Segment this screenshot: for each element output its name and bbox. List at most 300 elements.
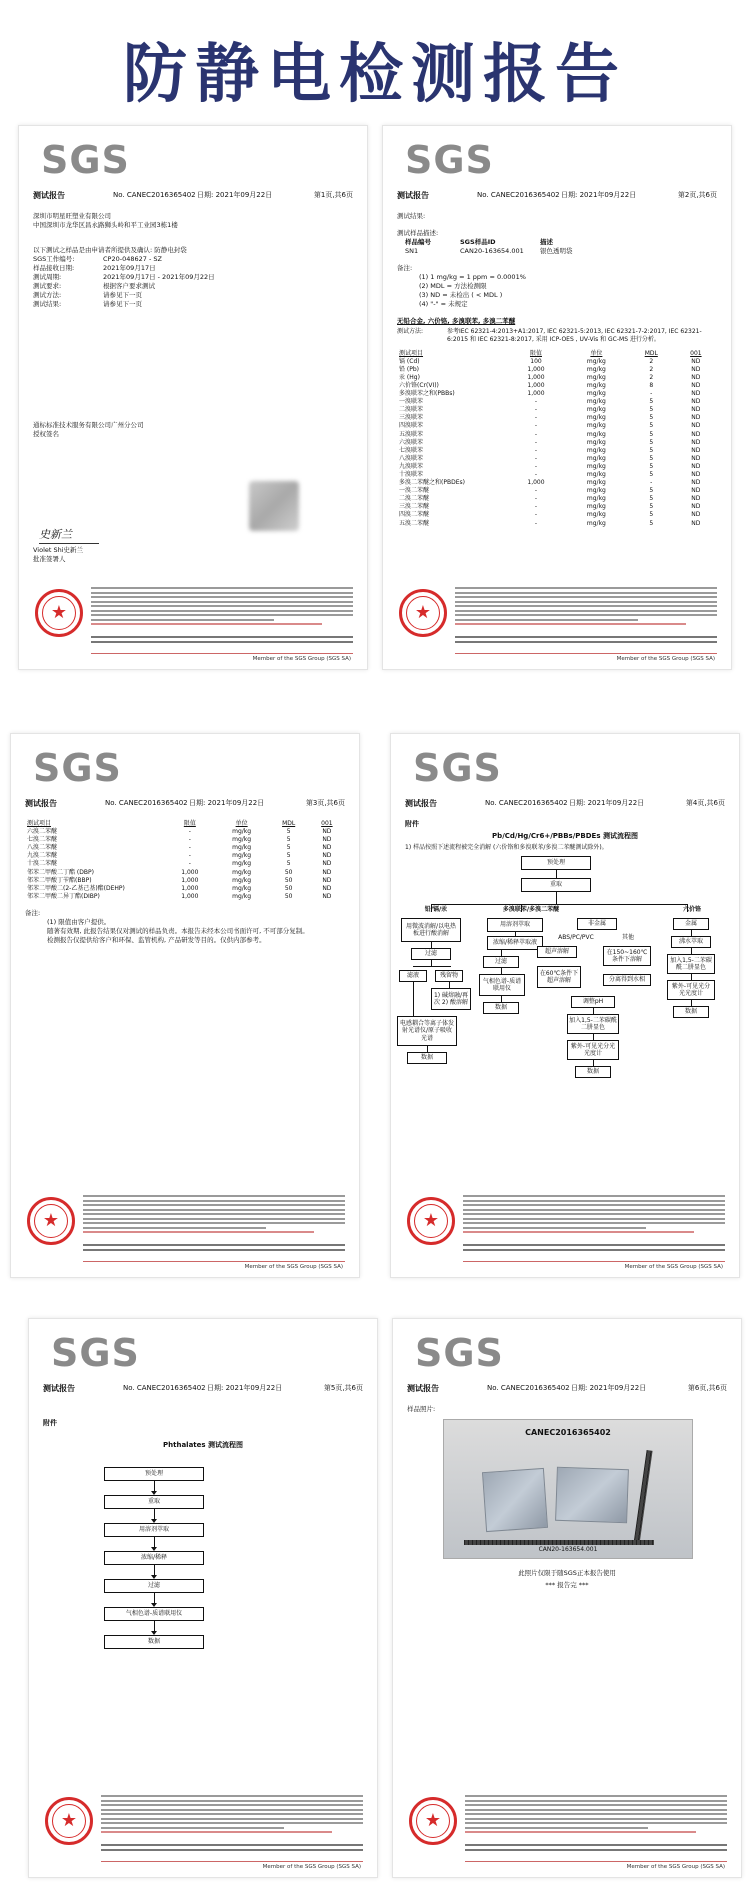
table-cell: 5 [649, 519, 654, 527]
fc-uv: 紫外-可见光分光光度计 [567, 1040, 619, 1060]
table-row [397, 358, 717, 366]
seal-stamp [399, 589, 447, 637]
issuer-block [33, 421, 144, 439]
table-cell: 六溴二苯醚 [27, 828, 58, 836]
report-footer [393, 583, 721, 663]
col-item: 测试项目 [399, 349, 424, 357]
member-text: Member of the SGS Group (SGS SA) [616, 655, 715, 662]
note-2: (2) MDL = 方法检测限 [419, 282, 487, 291]
sample-head-id: SGS样品ID [460, 238, 496, 247]
table-cell: mg/kg [586, 365, 606, 373]
table-cell: ND [691, 495, 701, 503]
table-cell: ND [691, 462, 701, 470]
table-cell: - [534, 471, 538, 478]
fc-filtrate: 滤液 [399, 970, 427, 982]
table-row [397, 398, 717, 406]
table-cell: ND [322, 844, 332, 852]
note-4: (4) "-" = 未规定 [419, 300, 468, 309]
table-cell: 5 [286, 860, 291, 868]
fc-pretreat: 预处理 [521, 856, 591, 870]
note-3: (3) ND = 未检出 ( < MDL ) [419, 291, 503, 300]
fc-data-left: 数据 [407, 1052, 447, 1064]
table-cell: 二溴二苯醚 [399, 495, 430, 503]
table-cell: - [534, 511, 538, 519]
results-table-cont [25, 820, 345, 901]
table-cell: 50 [284, 876, 293, 884]
table-cell: ND [691, 430, 701, 438]
table-cell: 5 [649, 471, 654, 478]
table-cell: ND [691, 503, 701, 511]
table-cell: mg/kg [586, 462, 606, 470]
test-result-value: 请参见下一页 [103, 300, 142, 309]
table-row [397, 471, 717, 479]
report-date: 日期: 2021年09月22日 [561, 191, 637, 200]
fc-data-mid: 数据 [483, 1002, 519, 1014]
seal-stamp [45, 1797, 93, 1845]
page-number: 第3页,共6页 [305, 799, 345, 808]
fc-boil: 沸水萃取 [671, 936, 711, 948]
table-cell: ND [691, 511, 701, 519]
flow-step: 浓缩/稀释 [104, 1551, 204, 1565]
table-row [397, 511, 717, 519]
receive-date-label: 样品接收日期: [33, 264, 75, 273]
table-cell: 2 [649, 357, 654, 365]
table-cell: mg/kg [232, 836, 252, 844]
blurred-stamp [249, 481, 299, 531]
fc-residue: 残留物 [435, 970, 463, 982]
method-label: 测试方法: [397, 328, 424, 335]
table-cell: ND [322, 836, 332, 844]
table-cell: mg/kg [232, 860, 252, 868]
table-row [397, 455, 717, 463]
fc-filter: 过滤 [411, 948, 451, 960]
report-number: No. CANEC2016365402 [123, 1384, 206, 1393]
table-cell: 镉 (Cd) [399, 357, 420, 365]
attach-label: 附件 [43, 1419, 57, 1427]
table-cell: - [534, 462, 538, 470]
fc-concentrate: 浓缩/稀释萃取液 [487, 936, 543, 950]
signer-role: 批准签署人 [33, 555, 66, 564]
note-2: 随著有效期, 此报告结果仅对测试的样品负责。本报告未经本公司书面许可, 不可部分复制。 [47, 927, 309, 936]
page-number: 第6页,共6页 [687, 1384, 727, 1393]
table-cell: - [650, 390, 653, 398]
table-cell: - [534, 519, 538, 527]
table-cell: mg/kg [232, 876, 252, 884]
seal-stamp [409, 1797, 457, 1845]
table-cell: ND [691, 381, 701, 389]
table-cell: mg/kg [586, 503, 606, 511]
test-req-label: 测试要求: [33, 282, 62, 291]
table-cell: mg/kg [586, 479, 606, 487]
issuer-name: 通标标准技术服务有限公司广州分公司 [33, 421, 144, 430]
table-cell: 1,000 [527, 390, 545, 398]
fine-print [455, 587, 717, 633]
sample-id: CAN20-163654.001 [460, 247, 524, 256]
table-cell: - [534, 406, 538, 414]
test-req-value: 根据客户要求测试 [103, 282, 155, 291]
fc-dpc: 加入1,5-二苯碳酰二肼显色 [567, 1014, 619, 1034]
star-icon: ★ [414, 1204, 448, 1238]
table-cell: 5 [649, 430, 654, 438]
table-cell: mg/kg [232, 844, 252, 852]
table-cell: 1,000 [181, 892, 199, 900]
job-no-value: CP20-048627 - SZ [103, 255, 162, 264]
table-cell: ND [691, 487, 701, 495]
fine-print [465, 1795, 727, 1841]
contact-lines [463, 1244, 725, 1256]
star-icon: ★ [52, 1804, 86, 1838]
table-cell: 5 [649, 503, 654, 511]
report-date: 日期: 2021年09月22日 [571, 1384, 647, 1393]
table-row [397, 479, 717, 487]
report-title: 测试报告 [407, 1383, 439, 1393]
table-cell: - [534, 430, 538, 438]
section-title: 无铅合金, 六价铬, 多溴联苯, 多溴二苯醚 [397, 317, 516, 326]
table-cell: 五溴二苯醚 [399, 519, 430, 527]
signer-block [33, 546, 83, 564]
flow-connector [154, 1621, 155, 1631]
table-cell: 邻苯二甲酸二(2-乙基己基)酯(DEHP) [27, 884, 125, 892]
col-mdl: MDL [644, 349, 658, 357]
table-cell: 二溴联苯 [399, 406, 424, 414]
table-row [25, 869, 345, 877]
table-cell: mg/kg [586, 390, 606, 398]
table-cell: 1,000 [181, 876, 199, 884]
flow-connector [154, 1565, 155, 1575]
table-cell: mg/kg [586, 422, 606, 430]
table-cell: 汞 (Hg) [399, 373, 420, 381]
fc-other: 其他 [621, 934, 634, 941]
col-limit: 限值 [529, 349, 542, 357]
table-cell: 5 [286, 836, 291, 844]
notes-label: 备注: [397, 264, 413, 273]
job-no-label: SGS工作编号: [33, 255, 75, 264]
table-cell: 多溴二苯醚之和(PBDEs) [399, 479, 465, 487]
sample-bag-2 [555, 1467, 629, 1523]
table-cell: - [534, 454, 538, 462]
table-cell: 一溴二苯醚 [399, 487, 430, 495]
table-cell: mg/kg [586, 454, 606, 462]
table-cell: mg/kg [586, 446, 606, 454]
table-cell: mg/kg [232, 884, 252, 892]
table-cell: ND [691, 446, 701, 454]
report-footer [403, 1791, 731, 1871]
table-cell: ND [322, 868, 332, 876]
report-end: *** 报告完 *** [545, 1581, 589, 1589]
table-row [25, 836, 345, 844]
table-cell: 5 [649, 487, 654, 495]
report-page-4 [390, 733, 740, 1278]
table-cell: - [188, 836, 191, 844]
table-row [397, 374, 717, 382]
flow-connector [154, 1509, 155, 1519]
page-number: 第2页,共6页 [677, 191, 717, 200]
table-cell: 九溴联苯 [399, 462, 424, 470]
fc-abs: ABS/PC/PVC [558, 934, 594, 941]
ruler-horizontal [464, 1540, 654, 1545]
table-cell: - [534, 503, 538, 511]
page-title: 防静电检测报告 [123, 38, 627, 112]
attach-label: 附件 [405, 820, 419, 828]
fine-print [463, 1195, 725, 1241]
fc-uv-metal: 紫外-可见光分光光度计 [667, 980, 715, 1000]
test-result-label: 测试结果: [33, 300, 62, 309]
report-body [397, 212, 717, 528]
seal-stamp [407, 1197, 455, 1245]
member-text: Member of the SGS Group (SGS SA) [626, 1863, 725, 1870]
note-1: (1) 1 mg/kg = 1 ppm = 0.0001% [419, 273, 526, 282]
test-period-label: 测试周期: [33, 273, 62, 282]
table-cell: mg/kg [232, 852, 252, 860]
signature: 史新兰 [39, 528, 99, 544]
sample-no: SN1 [405, 247, 419, 256]
member-text: Member of the SGS Group (SGS SA) [262, 1863, 361, 1870]
table-row [25, 885, 345, 893]
report-date: 日期: 2021年09月22日 [207, 1384, 283, 1393]
table-cell: mg/kg [586, 487, 606, 495]
table-cell: ND [691, 519, 701, 527]
table-row [397, 439, 717, 447]
col-item: 测试项目 [27, 820, 52, 827]
table-cell: 5 [286, 828, 291, 836]
member-text: Member of the SGS Group (SGS SA) [244, 1263, 343, 1270]
table-cell: 六价铬(Cr(VI)) [399, 381, 439, 389]
star-icon: ★ [406, 596, 440, 630]
sgs-logo: SGS [41, 138, 130, 182]
fc-ultrasonic: 超声溶解 [537, 946, 577, 958]
table-cell: 5 [649, 446, 654, 454]
report-header [33, 190, 353, 202]
table-cell: - [188, 844, 191, 852]
flow-step: 重取 [104, 1495, 204, 1509]
sample-intro-value: 防静电封袋 [154, 246, 187, 255]
flowchart-note: 1) 样品按照下述流程被完全消解 (六价铬和多溴联苯/多溴二苯醚测试除外)。 [405, 844, 608, 851]
table-cell: 1,000 [527, 373, 545, 381]
star-icon: ★ [416, 1804, 450, 1838]
table-cell: 八溴联苯 [399, 454, 424, 462]
page-number: 第4页,共6页 [685, 799, 725, 808]
fc-icp: 电感耦合等离子体发射光谱仪/原子吸收光谱 [397, 1016, 457, 1046]
report-title: 测试报告 [397, 190, 429, 200]
table-cell: ND [691, 390, 701, 398]
fc-data-metal: 数据 [673, 1006, 709, 1018]
table-cell: mg/kg [232, 828, 252, 836]
flow-step: 气相色谱-质谱联用仪 [104, 1607, 204, 1621]
sgs-logo: SGS [413, 746, 502, 790]
col-001: 001 [321, 820, 333, 827]
report-number: No. CANEC2016365402 [485, 799, 568, 808]
sample-head-desc: 描述 [540, 238, 553, 247]
report-header [43, 1383, 363, 1395]
flowchart-title: Phthalates 测试流程图 [163, 1441, 243, 1449]
report-footer [401, 1191, 729, 1271]
table-row [25, 852, 345, 860]
table-cell: mg/kg [586, 471, 606, 478]
table-row [25, 860, 345, 868]
table-row [25, 844, 345, 852]
fc-gcms: 气相色谱-质谱联用仪 [479, 974, 525, 996]
table-cell: - [534, 495, 538, 503]
table-cell: 1,000 [527, 365, 545, 373]
report-header [397, 190, 717, 202]
table-cell: 1,000 [181, 868, 199, 876]
table-cell: 5 [649, 454, 654, 462]
notes-label: 备注: [25, 909, 41, 918]
table-cell: ND [322, 884, 332, 892]
photo-report-number: CANEC2016365402 [525, 1428, 611, 1437]
fc-filter-mid: 过滤 [483, 956, 519, 968]
report-footer [39, 1791, 367, 1871]
table-cell: ND [691, 454, 701, 462]
flow-step: 过滤 [104, 1579, 204, 1593]
photo-section-label: 样品照片: [407, 1405, 436, 1413]
test-method-label: 测试方法: [33, 291, 62, 300]
table-cell: 铅 (Pb) [399, 365, 420, 373]
sample-head-no: 样品编号 [405, 238, 431, 247]
signer-name: Violet Shi史新兰 [33, 546, 84, 555]
fc-dpc-metal: 加入1,5-二苯碳酰二肼显色 [667, 954, 715, 974]
table-cell: 2 [649, 373, 654, 381]
client-name: 深圳市明星旺塑业有限公司 [33, 212, 111, 221]
report-number: No. CANEC2016365402 [487, 1384, 570, 1393]
fc-dissolve-150: 在150~160℃条件下溶解 [603, 946, 651, 966]
report-header [407, 1383, 727, 1395]
table-cell: 八溴二苯醚 [27, 844, 58, 852]
table-cell: 5 [649, 511, 654, 519]
fc-separate: 分离得到水相 [603, 974, 651, 986]
table-cell: ND [322, 860, 332, 868]
report-page-2 [382, 125, 732, 670]
table-cell: - [188, 828, 191, 836]
table-cell: 一溴联苯 [399, 398, 424, 406]
report-title: 测试报告 [405, 798, 437, 808]
sample-intro-label: 以下测试之样品是由申请者所提供及确认: [33, 246, 153, 255]
table-cell: 50 [284, 868, 293, 876]
table-row [25, 877, 345, 885]
method-text: 参考IEC 62321-4:2013+A1:2017, IEC 62321-5:2013, IEC 62321-7-2:2017, IEC 62321-6:2015 和 IEC 62321-8:2017, 采用 ICP-OES , UV-Vis 和 GC-MS 进行分析。 [447, 328, 702, 343]
report-header [405, 798, 725, 810]
table-cell: ND [322, 852, 332, 860]
fine-print [83, 1195, 345, 1241]
issuer-role: 授权签名 [33, 430, 59, 439]
report-title: 测试报告 [33, 190, 65, 200]
table-cell: 四溴二苯醚 [399, 511, 430, 519]
table-cell: 2 [649, 365, 654, 373]
table-cell: 8 [649, 381, 654, 389]
report-page-5 [28, 1318, 378, 1878]
table-row [397, 463, 717, 471]
member-text: Member of the SGS Group (SGS SA) [624, 1263, 723, 1270]
member-text: Member of the SGS Group (SGS SA) [252, 655, 351, 662]
sgs-logo: SGS [415, 1331, 504, 1375]
table-cell: mg/kg [586, 438, 606, 446]
table-cell: 5 [286, 844, 291, 852]
table-cell: 三溴联苯 [399, 414, 424, 422]
table-cell: ND [691, 365, 701, 373]
report-page-6 [392, 1318, 742, 1878]
results-table [397, 350, 717, 528]
table-cell: 六溴联苯 [399, 438, 424, 446]
table-cell: 1,000 [527, 381, 545, 389]
sample-photo [443, 1419, 693, 1559]
table-cell: mg/kg [232, 892, 252, 900]
table-cell: ND [322, 828, 332, 836]
table-cell: 5 [649, 414, 654, 422]
flowchart-title: Pb/Cd/Hg/Cr6+/PBBs/PBDEs 测试流程图 [492, 832, 638, 840]
report-page-3 [10, 733, 360, 1278]
contact-lines [83, 1244, 345, 1256]
flow-step: 用溶剂萃取 [104, 1523, 204, 1537]
note-1: (1) 限值由客户提供。 [47, 918, 111, 927]
fc-nonmetal: 非金属 [577, 918, 617, 930]
table-cell: ND [691, 422, 701, 430]
table-row [397, 422, 717, 430]
fc-alkali: 1) 碱熔融/再次 2) 酸溶解 [431, 988, 471, 1010]
col-unit: 单位 [235, 820, 248, 827]
photo-sample-id: CAN20-163654.001 [538, 1545, 598, 1553]
report-number: No. CANEC2016365402 [113, 191, 196, 200]
table-cell: - [534, 398, 538, 406]
table-cell: mg/kg [586, 406, 606, 414]
fc-mid-header: 多溴联苯/多溴二苯醚 [502, 906, 560, 913]
report-body [25, 820, 345, 945]
report-date: 日期: 2021年09月22日 [569, 799, 645, 808]
sample-desc-label: 测试样品描述: [397, 229, 439, 238]
table-cell: mg/kg [586, 430, 606, 438]
contact-lines [101, 1844, 363, 1856]
table-cell: 七溴二苯醚 [27, 836, 58, 844]
table-cell: - [534, 446, 538, 454]
table-cell: mg/kg [586, 357, 606, 365]
report-title: 测试报告 [43, 1383, 75, 1393]
fc-weigh: 重取 [521, 878, 591, 892]
report-number: No. CANEC2016365402 [105, 799, 188, 808]
table-row [397, 414, 717, 422]
fc-digest: 用微波消解/以电热板进行酸消解 [401, 918, 461, 942]
col-001: 001 [690, 349, 702, 357]
table-cell: 四溴联苯 [399, 422, 424, 430]
table-cell: 邻苯二甲酸二异丁酯(DIBP) [27, 892, 100, 900]
table-cell: 100 [530, 357, 542, 365]
table-cell: ND [691, 357, 701, 365]
table-cell: 1,000 [181, 884, 199, 892]
fc-extract: 用溶剂萃取 [487, 918, 543, 932]
sgs-logo: SGS [405, 138, 494, 182]
table-cell: - [188, 860, 191, 868]
table-cell: 多溴联苯之和(PBBs) [399, 390, 455, 398]
table-row [397, 520, 717, 528]
report-body [33, 212, 353, 309]
report-number: No. CANEC2016365402 [477, 191, 560, 200]
table-cell: mg/kg [586, 495, 606, 503]
flow-step: 数据 [104, 1635, 204, 1649]
fc-left-header: 铅/镉/汞 [424, 906, 448, 913]
seal-stamp [27, 1197, 75, 1245]
page-number: 第5页,共6页 [323, 1384, 363, 1393]
table-cell: ND [691, 373, 701, 381]
sgs-logo: SGS [51, 1331, 140, 1375]
table-cell: 九溴二苯醚 [27, 852, 58, 860]
table-cell: - [534, 438, 538, 446]
photo-note: 此照片仅限于随SGS正本报告使用 [518, 1569, 616, 1577]
table-cell: mg/kg [586, 511, 606, 519]
table-row [397, 382, 717, 390]
sgs-logo: SGS [33, 746, 122, 790]
report-page-1 [18, 125, 368, 670]
star-icon: ★ [34, 1204, 68, 1238]
fc-ph: 调整pH [571, 996, 615, 1008]
fine-print [101, 1795, 363, 1841]
